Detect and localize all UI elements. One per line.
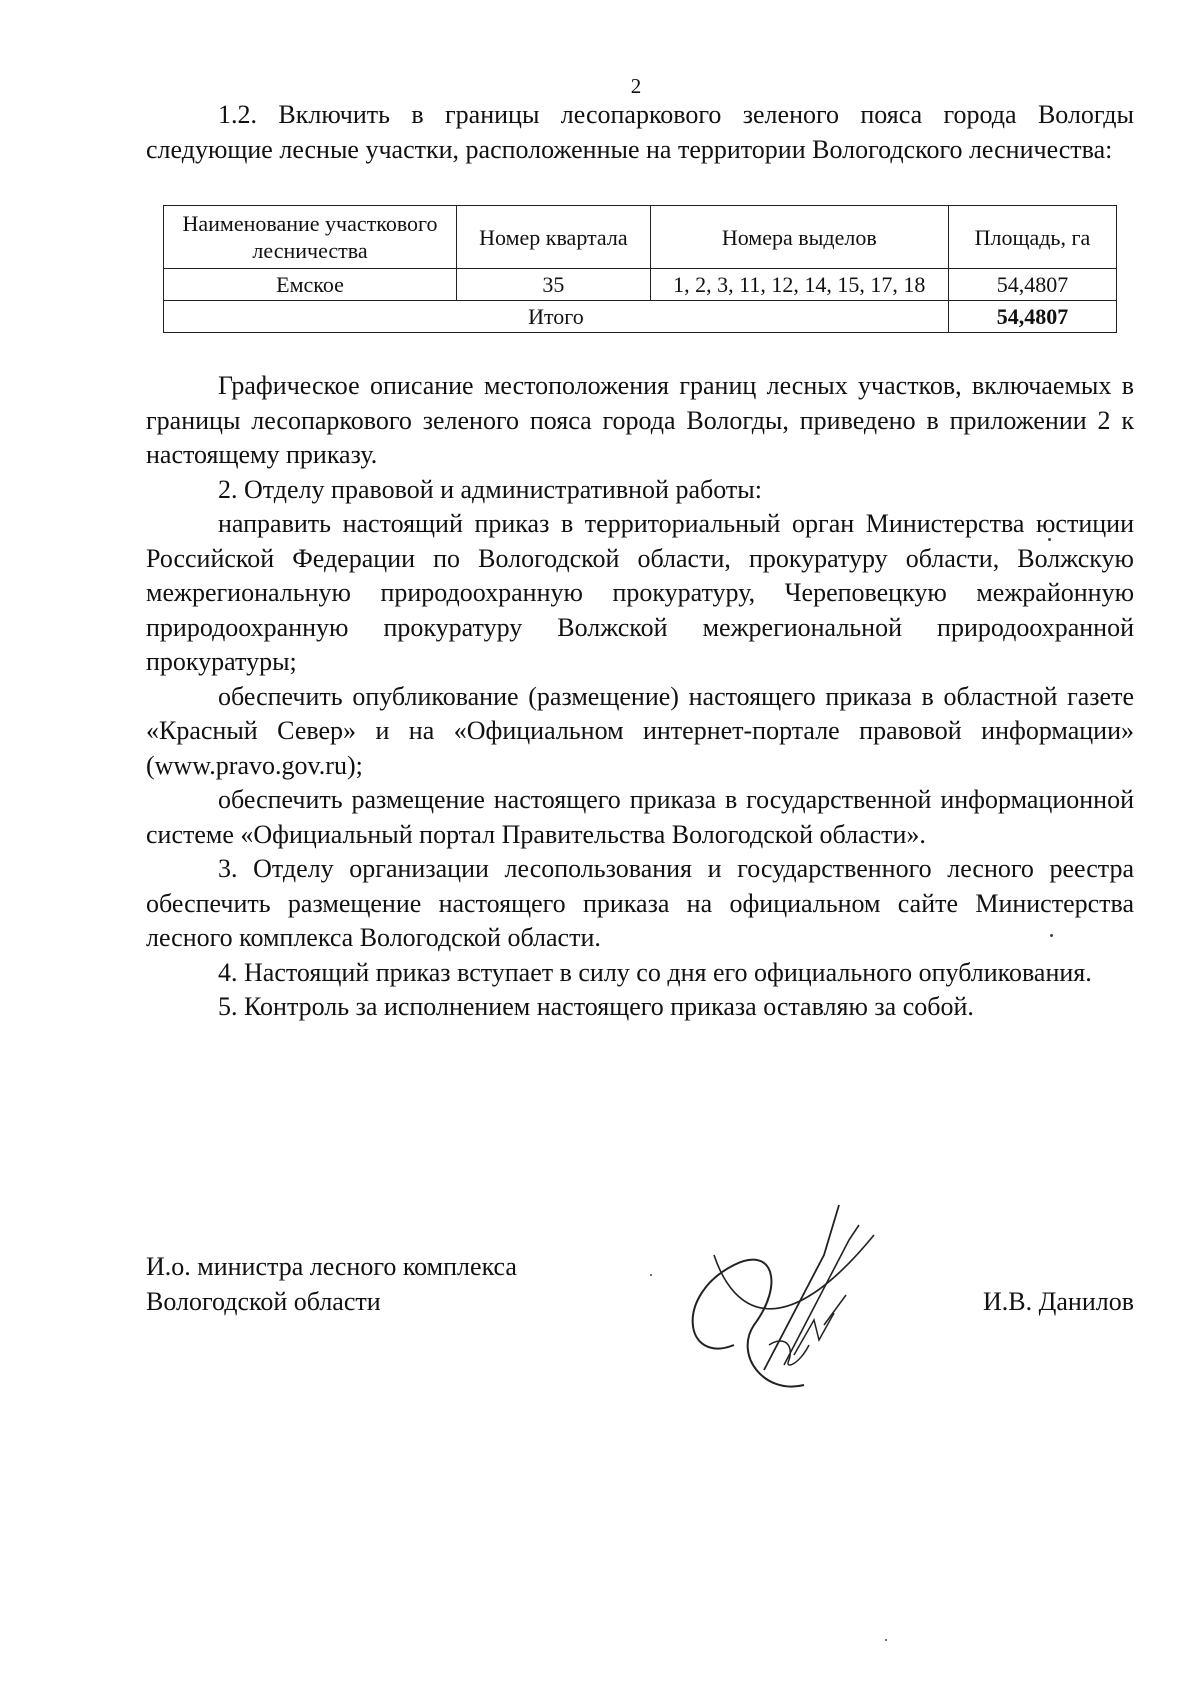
paragraph-item-2-direct: направить настоящий приказ в территориальный орган Министерства юстиции Российской Федерации по Вологодской области, прокуратуру области, Волжскую межрегиональную природоохранную прокуратуру, Череповецкую межрайонную природоохранную прокуратуру Волжской межрегиональной природоохранной прокуратуры;	[146, 509, 1134, 676]
table-header-cell: Площадь, га	[948, 206, 1116, 269]
table-total-value: 54,4807	[948, 301, 1116, 333]
forest-plots-table	[163, 205, 1117, 333]
spacer	[146, 333, 1134, 369]
table-cell: 1, 2, 3, 11, 12, 14, 15, 17, 18	[650, 269, 948, 301]
table-header-cell: Наименование участкового лесничества	[164, 206, 457, 269]
page-number: 2	[630, 74, 642, 98]
handwritten-signature	[674, 1195, 904, 1405]
paragraph-item-2-publish: обеспечить опубликование (размещение) настоящего приказа в областной газете «Красный Север» и на «Официальном интернет-портале правовой информации» (www.pravo.gov.ru);	[146, 681, 1134, 780]
signatory-title-line: И.о. министра лесного комплекса	[146, 1252, 517, 1281]
forest-plots-table-wrapper	[163, 205, 1117, 333]
signatory-name: И.В. Данилов	[983, 1286, 1134, 1316]
table-row	[164, 269, 1117, 301]
table-header-cell: Номер квартала	[457, 206, 651, 269]
paragraph-item-3: 3. Отделу организации лесопользования и государственного лесного реестра обеспечить размещение настоящего приказа на официальном сайте Министерства лесного комплекса Вологодской области.	[146, 854, 1134, 952]
table-cell: Емское	[164, 269, 457, 301]
table-header-cell: Номера выделов	[650, 206, 948, 269]
signatory-title-line: Вологодской области	[146, 1286, 381, 1316]
table-header-row	[164, 206, 1117, 269]
table-cell: 54,4807	[948, 269, 1116, 301]
paragraph-item-2-portal: обеспечить размещение настоящего приказа в государственной информационной системе «Официальный портал Правительства Вологодской области».	[146, 785, 1134, 849]
table-total-label: Итого	[164, 301, 949, 333]
document-body	[146, 98, 1134, 1025]
scan-speck	[885, 1639, 887, 1641]
signatory-title	[146, 1250, 517, 1319]
paragraph-item-5: 5. Контроль за исполнением настоящего приказа оставляю за собой.	[218, 992, 974, 1021]
scan-speck	[1048, 538, 1051, 541]
intro-paragraph: 1.2. Включить в границы лесопаркового зеленого пояса города Вологды следующие лесные участки, расположенные на территории Вологодского лесничества:	[146, 100, 1134, 164]
table-total-row	[164, 301, 1117, 333]
scan-speck	[1050, 934, 1053, 937]
paragraph-graphic-description: Графическое описание местоположения границ лесных участков, включаемых в границы лесопаркового зеленого пояса города Вологды, приведено в приложении 2 к настоящему приказу.	[146, 371, 1134, 469]
paragraph-item-2: 2. Отделу правовой и административной работы:	[218, 474, 762, 504]
paragraph-item-4: 4. Настоящий приказ вступает в силу со дня его официального опубликования.	[218, 957, 1092, 987]
table-cell: 35	[457, 269, 651, 301]
scan-speck	[650, 1274, 652, 1276]
